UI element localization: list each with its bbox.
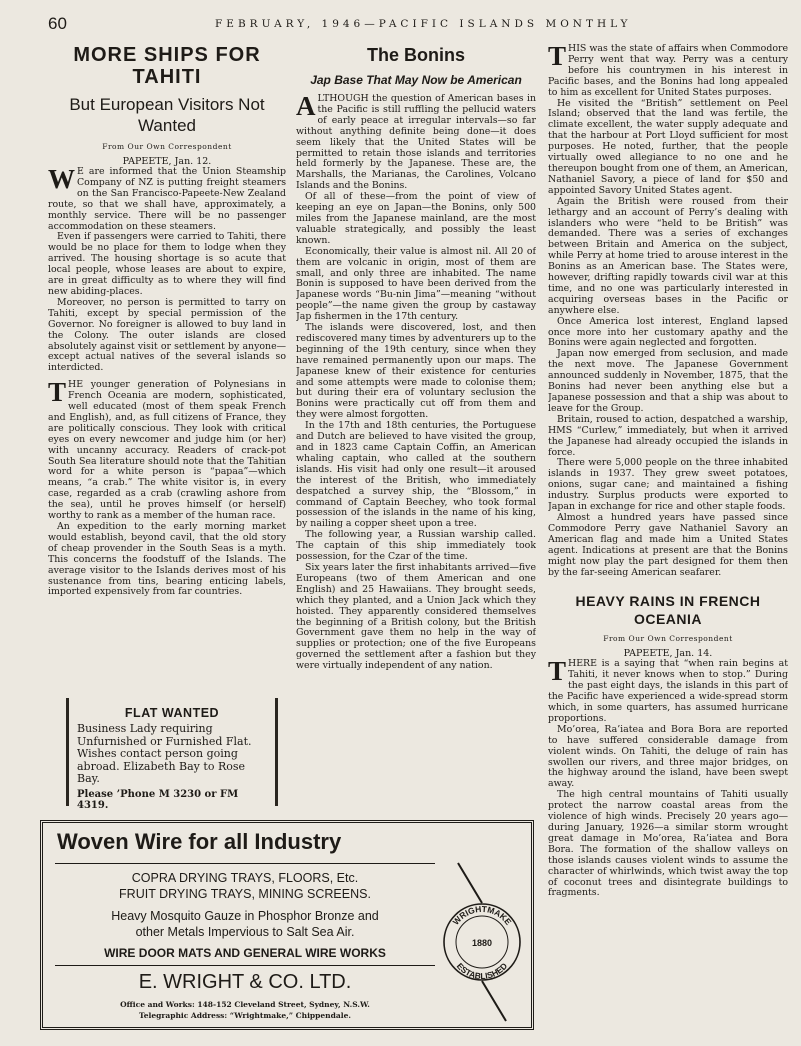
bonins-paragraph: Of all of these—from the point of view of keeping an eye on Japan—the Bonins, only 500 miles from the Japanese mainland, are the most valuable strategically, and possibly the least known. bbox=[296, 191, 536, 246]
rains-paragraph: THERE is a saying that “when rain begins at Tahiti, it never knows when to stop.” During the past eight days, the islands in this part of the Pacific have experienced a wide-spread storm which, in some quarters, has assumed hurricane proportions. bbox=[548, 656, 788, 724]
tahiti-paragraph: W E are informed that the Union Steamship Company of NZ is putting freight steamers on the San Francisco-Papeete-New Zealand route, so that we shall have, approximately, a monthly service. There will be no passenger accommodation on these steamers. bbox=[48, 164, 286, 232]
bonins-headline: The Bonins bbox=[367, 45, 465, 65]
tahiti-paragraph: Even if passengers were carried to Tahiti, there would be no place for them to lodge when they arrived. The housing shortage is so acute that local people, whose leases are about to expire, are in great difficulty as to where they will find new abiding-places. bbox=[48, 231, 286, 297]
tahiti-paragraph: Moreover, no person is permitted to tarry on Tahiti, except by special permission of the Governor. No foreigner is allowed to buy land in the Colony. The outer islands are closed absolutely against visit or settlement by anyone—except actual natives of the several islands so interdicted. bbox=[48, 296, 286, 374]
bonins-paragraph: The following year, a Russian warship called. The captain of this ship immediately took possession, for the Czar of the time. bbox=[296, 529, 536, 563]
bonins-paragraph: Again the British were roused from their lethargy and an account of Perry’s dealing with islanders who were “held to be British” was demanded. There was a series of exchanges between Britain and America on the subject, while Perry at home tried to arouse interest in the Bonins as an American base. The States were, however, drifting rapidly towards civil war at this time, and no one was particularly interested in acquiring overseas bases in the Pacific or anywhere else. bbox=[548, 195, 788, 316]
svg-text:ESTABLISHED: ESTABLISHED bbox=[454, 960, 510, 982]
tahiti-article bbox=[48, 44, 286, 598]
rains-paragraph: The high central mountains of Tahiti usually protect the narrow coastal areas from the violence of high winds. Precisely 20 years ago—during January, 1926—a similar storm wrought great damage in Mo’orea, Ra’iatea and Bora Bora. The formation of the shallow valleys on those islands causes violent winds to assume the character of whirlwinds, which twist away the top of coconut trees and disintegrate buildings to fragments. bbox=[548, 789, 788, 899]
rains-article bbox=[548, 592, 788, 899]
bonins-continued bbox=[548, 44, 788, 899]
bonins-article bbox=[296, 44, 536, 672]
ad-line: other Metals Impervious to Salt Sea Air. bbox=[135, 925, 355, 939]
tahiti-paragraph: THE younger generation of Polynesians in French Oceania are modern, sophisticated, well educated (most of them speak French and English), and, as full citizens of France, they are politically conscious. They look with critical eyes on every newcomer and judge him (or her) with uncanny accuracy. Readers of crack-pot South Sea literature should note that the Tahitian word for a white person is “papaa”—which means, “a crab.” The white visitor is, in every case, regarded as a crab (crawling ashore from the sea), until he proves himself (or herself) worthy to rank as a member of the human race. bbox=[48, 377, 286, 522]
bonins-paragraph: Britain, roused to action, despatched a warship, HMS “Curlew,” immediately, but when it arrived the Japanese had already occupied the islands in force. bbox=[548, 413, 788, 458]
drop-cap: W bbox=[48, 164, 75, 194]
rains-paragraph: Mo’orea, Ra’iatea and Bora Bora are reported to have suffered considerable damage from violent winds. On Tahiti, the deluge of rain has swollen our rivers, and three major bridges, on the highway around the island, have been swept away. bbox=[548, 723, 788, 790]
tahiti-byline: From Our Own Correspondent bbox=[102, 142, 232, 151]
rains-headline: HEAVY RAINS IN FRENCH OCEANIA bbox=[575, 593, 761, 628]
drop-cap: T bbox=[48, 377, 67, 408]
seal-year: 1880 bbox=[471, 938, 493, 948]
rains-dateline: PAPEETE, Jan. 14. bbox=[623, 648, 713, 660]
bonins-paragraph: Six years later the first inhabitants arrived—five Europeans (two of them American and one English) and 25 Hawaiians. They brought seeds, which they planted, and a Union Jack which they hoisted. They apparently considered themselves the beginning of a British colony, but the British Government gave them no help in the way of supplies or protection; one of the five Europeans governed the settlement after a fashion but they were virtually independent of any nation. bbox=[296, 561, 536, 672]
bonins-paragraph: Japan now emerged from seclusion, and made the next move. The Japanese Government announced suddenly in November, 1875, that the Bonins had never been anything else but a Japanese possession and that a ship was about to leave for the Group. bbox=[548, 348, 788, 414]
woven-wire-ad bbox=[40, 820, 534, 1030]
bonins-paragraph: The islands were discovered, lost, and then rediscovered many times by adventurers up to the beginning of the 19th century, since when they have remained permanently upon our maps. The Japanese knew of their existence for centuries and some attempts were made to colonise them; but during their era of voluntary seclusion the Bonins were practically cut off from them and they were almost forgotten. bbox=[296, 322, 536, 421]
flat-ad-title: FLAT WANTED bbox=[124, 706, 220, 720]
bonins-paragraph: There were 5,000 people on the three inhabited islands in 1937. They grew sweet potatoes, onions, sugar cane; and maintained a fishing industry. Surplus products were exported to Japan in exchange for rice and other staple foods. bbox=[548, 457, 788, 513]
flat-ad-body: Business Lady requiring Unfurnished or Furnished Flat. Wishes contact person going abroad. Elizabeth Bay to Rose Bay. bbox=[77, 722, 252, 785]
svg-text:WRIGHTMAKE: WRIGHTMAKE bbox=[450, 903, 514, 927]
ad-company-name: E. WRIGHT & CO. LTD. bbox=[138, 971, 352, 993]
ad-divider bbox=[55, 965, 435, 966]
tahiti-subheadline: But European Visitors Not Wanted bbox=[69, 95, 265, 135]
bonins-paragraph: ALTHOUGH the question of American bases in the Pacific is still ruffling the pellucid waters of early peace at irregular intervals—so far without anything definite being done—it does seem likely that the United States will be permitted to retain those islands and territories held formerly by the Japanese. These are, the Marshalls, the Marianas, the Carolines, Volcano Islands and the Bonins. bbox=[296, 91, 536, 192]
running-head: FEBRUARY, 1946—PACIFIC ISLANDS MONTHLY bbox=[215, 18, 632, 30]
ad-telegraphic: Telegraphic Address: “Wrightmake,” Chippendale. bbox=[139, 1011, 351, 1020]
bonins-paragraph: Almost a hundred years have passed since Commodore Perry gave Nathaniel Savory an American flag and made him a United States agent. Indications at present are that the Bonins might now play the part designed for them then by the far-seeing American seafarer. bbox=[548, 511, 788, 578]
ad-line: Heavy Mosquito Gauze in Phosphor Bronze and bbox=[111, 909, 379, 923]
ad-line: COPRA DRYING TRAYS, FLOORS, Etc. bbox=[131, 871, 359, 885]
ad-address: Office and Works: 148-152 Cleveland Street, Sydney, N.S.W. bbox=[120, 1000, 370, 1009]
tahiti-dateline: PAPEETE, Jan. 12. bbox=[122, 156, 212, 167]
drop-cap: T bbox=[548, 44, 567, 71]
wrightmake-seal-logo bbox=[436, 859, 528, 1025]
bonins-paragraph: Economically, their value is almost nil. All 20 of them are volcanic in origin, most of them are small, and only three are inhabited. The name Bonin is supposed to have been derived from the Japanese words “Bu-nin Jima”—meaning “without people”—the name given the group by castaway Jap fishermen in the 17th century. bbox=[296, 245, 536, 323]
ad-line: FRUIT DRYING TRAYS, MINING SCREENS. bbox=[119, 887, 371, 901]
ad-line: WIRE DOOR MATS AND GENERAL WIRE WORKS bbox=[104, 946, 386, 960]
flat-wanted-ad bbox=[66, 698, 278, 811]
bonins-paragraph: He visited the “British” settlement on Peel Island; observed that the land was fertile, the climate excellent, the water supply adequate and that the harbour at Port Lloyd sufficient for most purposes. He noted, further, that the people virtually owed allegiance to no one and he thereupon bought from one of them, an American, Nathaniel Savory, a piece of land for $50 and appointed Savory United States agent. bbox=[548, 97, 788, 196]
bonins-paragraph: Once America lost interest, England lapsed once more into her customary apathy and the Bonins were again neglected and forgotten. bbox=[548, 315, 788, 349]
tahiti-paragraph: An expedition to the early morning market would establish, beyond cavil, that the old story of cheap provender in the South Seas is a myth. This concerns the foodstuff of the Islands. The average visitor to the Islands derives most of his sustenance from tins, bearing enticing labels, imported expensively from far countries. bbox=[48, 521, 286, 598]
rains-byline: From Our Own Correspondent bbox=[603, 634, 733, 644]
flat-ad-phone: Please ’Phone M 3230 or FM 4319. bbox=[77, 788, 239, 811]
tahiti-headline: MORE SHIPS FOR TAHITI bbox=[73, 44, 261, 88]
bonins-subheadline: Jap Base That May Now be American bbox=[310, 73, 522, 87]
drop-cap: A bbox=[296, 91, 316, 121]
ad-divider bbox=[55, 863, 435, 864]
ad-title: Woven Wire for all Industry bbox=[57, 829, 342, 854]
bonins-paragraph: In the 17th and 18th centuries, the Portuguese and Dutch are believed to have visited the group, and in 1823 came Captain Coffin, an American whaling captain, who called at the southern islands. His visit had only one result—it aroused the interest of the British, who immediately despatched a survey ship, the “Blossom,” in command of Captain Beechey, who took formal possession of the islands in the name of his king, by nailing a copper sheet upon a tree. bbox=[296, 420, 536, 530]
drop-cap: T bbox=[548, 656, 567, 687]
bonins-paragraph: THIS was the state of affairs when Commodore Perry went that way. Perry was a century before his countrymen in his interest in Pacific bases, and the Bonins had long appealed to him as excellent for United States purposes. bbox=[548, 44, 788, 98]
page-number: 60 bbox=[48, 14, 67, 33]
